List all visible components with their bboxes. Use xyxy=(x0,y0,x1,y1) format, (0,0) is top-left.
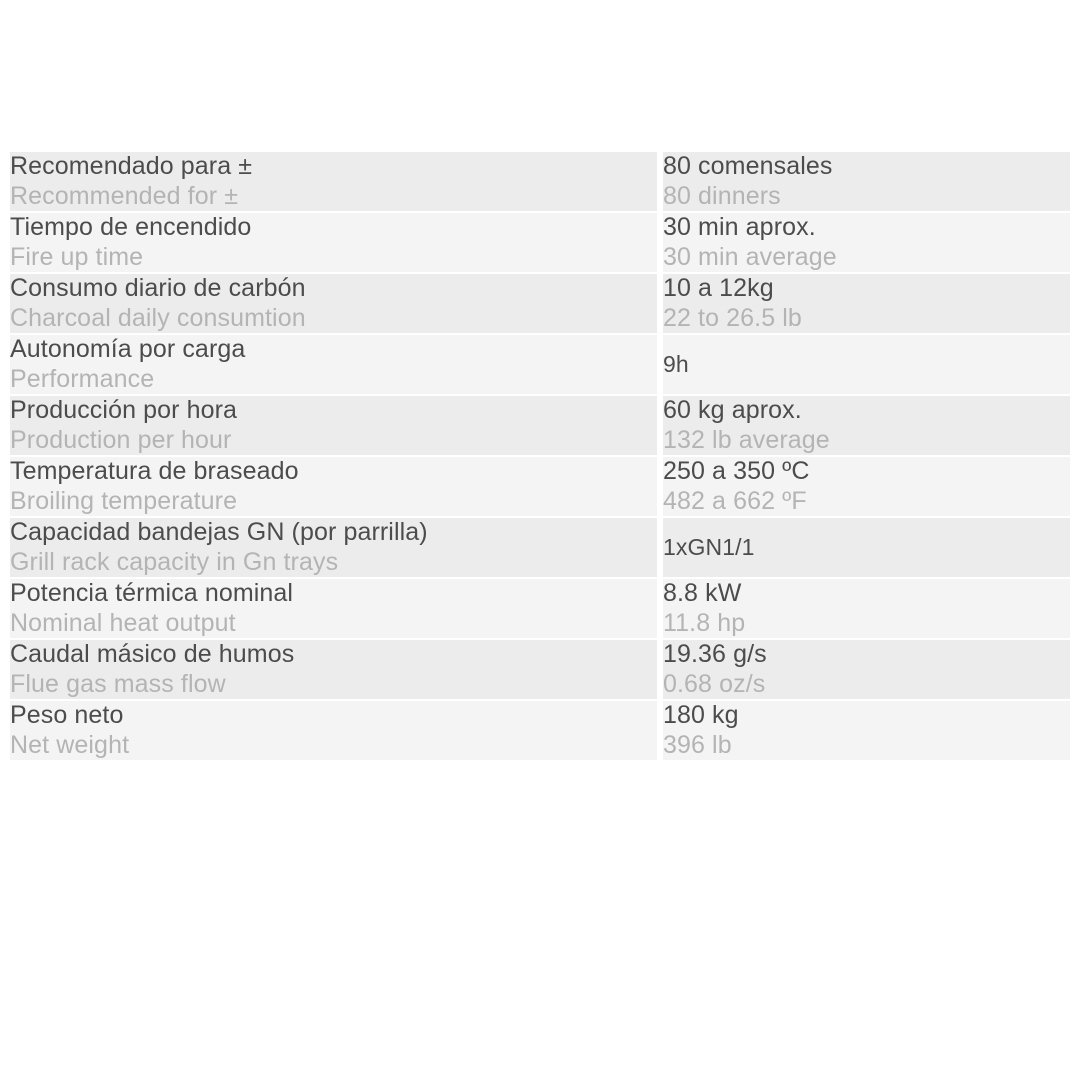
table-row xyxy=(10,456,1070,517)
spec-value-en: 11.8 hp xyxy=(663,608,746,637)
spec-label-en: Performance xyxy=(10,364,155,393)
spec-value-cell xyxy=(660,395,1070,456)
table-row xyxy=(10,212,1070,273)
table-row xyxy=(10,151,1070,212)
spec-label-es: Tiempo de encendido xyxy=(10,213,252,241)
spec-value-en: 132 lb average xyxy=(663,425,830,454)
spec-value-es: 250 a 350 ºC xyxy=(663,457,810,485)
spec-label-cell xyxy=(10,700,660,761)
spec-value-es: 1xGN1/1 xyxy=(663,533,755,560)
spec-value-es: 19.36 g/s xyxy=(663,640,767,668)
spec-label-en: Charcoal daily consumtion xyxy=(10,303,306,332)
spec-value-cell xyxy=(660,212,1070,273)
table-row xyxy=(10,700,1070,761)
spec-value-en: 396 lb xyxy=(663,730,732,759)
table-row xyxy=(10,334,1070,395)
spec-value-cell xyxy=(660,456,1070,517)
spec-label-en: Net weight xyxy=(10,730,130,759)
spec-label-cell xyxy=(10,395,660,456)
spec-label-en: Recommended for ± xyxy=(10,181,239,210)
spec-label-es: Potencia térmica nominal xyxy=(10,579,294,607)
table-row xyxy=(10,395,1070,456)
spec-value-es: 8.8 kW xyxy=(663,579,742,607)
spec-value-cell xyxy=(660,334,1070,395)
specifications-table-body xyxy=(10,151,1070,761)
spec-label-es: Caudal másico de humos xyxy=(10,640,295,668)
spec-label-es: Peso neto xyxy=(10,701,124,729)
spec-value-cell xyxy=(660,151,1070,212)
spec-value-cell xyxy=(660,578,1070,639)
spec-value-es: 10 a 12kg xyxy=(663,274,774,302)
spec-label-cell xyxy=(10,639,660,700)
spec-label-en: Grill rack capacity in Gn trays xyxy=(10,547,339,576)
spec-value-cell xyxy=(660,700,1070,761)
table-row xyxy=(10,639,1070,700)
spec-label-en: Flue gas mass flow xyxy=(10,669,226,698)
spec-label-cell xyxy=(10,273,660,334)
spec-value-es: 30 min aprox. xyxy=(663,213,816,241)
spec-value-en: 22 to 26.5 lb xyxy=(663,303,802,332)
spec-value-es: 9h xyxy=(663,350,689,377)
spec-label-cell xyxy=(10,334,660,395)
spec-label-en: Production per hour xyxy=(10,425,232,454)
spec-value-es: 60 kg aprox. xyxy=(663,396,802,424)
spec-value-en: 30 min average xyxy=(663,242,837,271)
spec-label-es: Consumo diario de carbón xyxy=(10,274,306,302)
spec-value-cell xyxy=(660,273,1070,334)
spec-value-en: 0.68 oz/s xyxy=(663,669,766,698)
spec-label-cell xyxy=(10,456,660,517)
spec-label-cell xyxy=(10,212,660,273)
table-row xyxy=(10,273,1070,334)
spec-label-cell xyxy=(10,151,660,212)
spec-label-es: Recomendado para ± xyxy=(10,152,253,180)
spec-label-cell xyxy=(10,578,660,639)
spec-label-en: Broiling temperature xyxy=(10,486,238,515)
spec-value-es: 180 kg xyxy=(663,701,739,729)
spec-label-es: Producción por hora xyxy=(10,396,238,424)
spec-label-en: Fire up time xyxy=(10,242,144,271)
spec-label-es: Temperatura de braseado xyxy=(10,457,299,485)
spec-value-es: 80 comensales xyxy=(663,152,833,180)
specifications-table xyxy=(10,150,1070,762)
spec-value-en: 482 a 662 ºF xyxy=(663,486,807,515)
spec-label-en: Nominal heat output xyxy=(10,608,236,637)
spec-value-cell xyxy=(660,639,1070,700)
spec-label-es: Capacidad bandejas GN (por parrilla) xyxy=(10,518,428,546)
table-row xyxy=(10,578,1070,639)
spec-label-cell xyxy=(10,517,660,578)
spec-value-en: 80 dinners xyxy=(663,181,781,210)
table-row xyxy=(10,517,1070,578)
spec-label-es: Autonomía por carga xyxy=(10,335,246,363)
spec-value-cell xyxy=(660,517,1070,578)
